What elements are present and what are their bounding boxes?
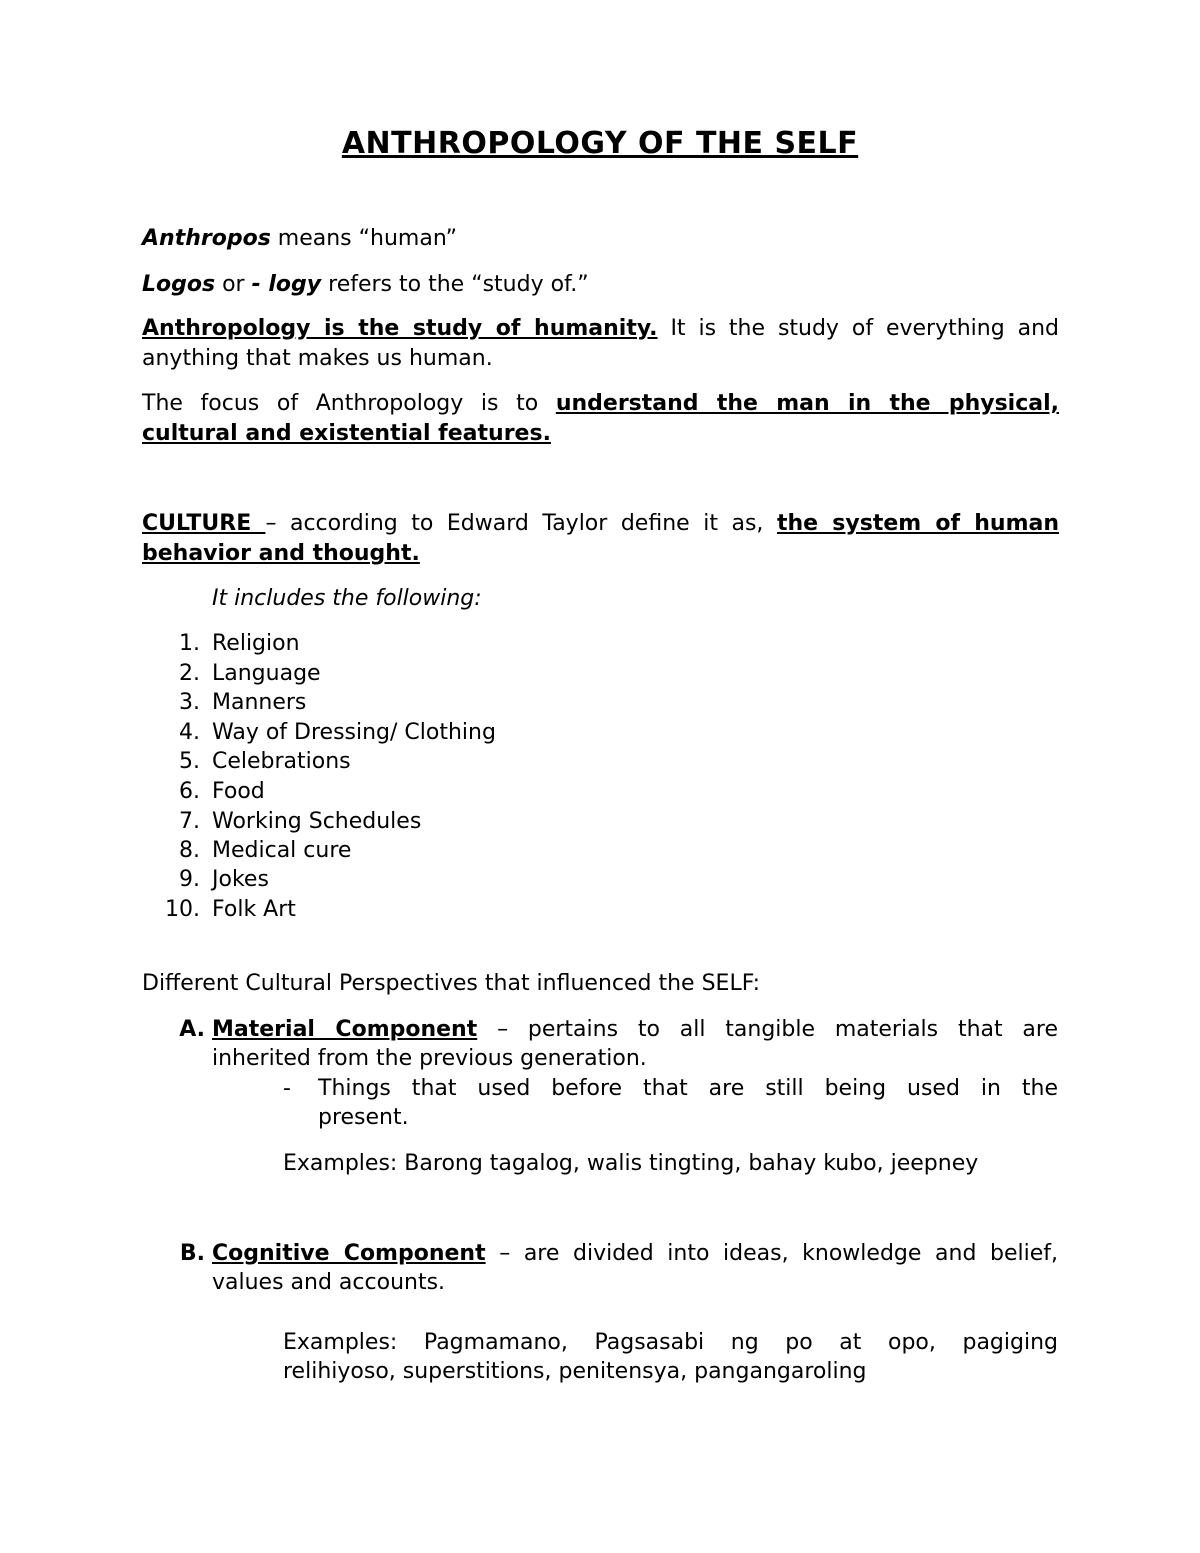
cognitive-definition-2: values and accounts. [212,1270,446,1295]
list-item: Folk Art [212,897,296,922]
list-item: Jokes [212,867,269,892]
list-number: 4. [179,720,200,745]
bullet-dash: - [283,1076,291,1101]
logos-definition [142,270,589,300]
focus-prefix: The focus of Anthropology is to [142,391,539,416]
section-a-letter: A. [179,1017,205,1042]
logy-term: - logy [251,272,322,297]
focus-bold-2: cultural and existential features. [142,421,551,446]
list-number: 1. [179,631,200,656]
material-definition-1: – pertains to all tangible materials that are [497,1017,1059,1042]
culture-definition-bold-1: the system of human [776,511,1060,536]
list-item: Celebrations [212,749,351,774]
cognitive-definition-1: – are divided into ideas, knowledge and belief, [499,1241,1059,1266]
material-component-term: Material Component [212,1017,478,1042]
culture-definition-line1 [142,509,1059,539]
list-item: Language [212,661,321,686]
list-item: Way of Dressing/ Clothing [212,720,496,745]
section-b-letter: B. [179,1241,205,1266]
logos-meaning: refers to the “study of.” [321,272,589,297]
list-number: 2. [179,661,200,686]
list-item: Working Schedules [212,809,422,834]
list-number: 7. [179,809,200,834]
focus-line1 [142,389,1059,419]
includes-label: It includes the following: [212,586,482,611]
list-number: 6. [179,779,200,804]
anthropos-term: Anthropos [142,226,271,251]
logos-or: or [215,272,252,297]
focus-bold-1: understand the man in the physical, [555,391,1060,416]
list-number: 5. [179,749,200,774]
list-item: Manners [212,690,307,715]
material-definition-line1 [212,1015,1058,1045]
cognitive-examples-1: Examples: Pagmamano, Pagsasabi ng po at opo, pagiging [283,1330,1058,1355]
list-item: Religion [212,631,300,656]
anthropos-definition [142,224,457,254]
list-number: 9. [179,867,200,892]
page-title: ANTHROPOLOGY OF THE SELF [341,126,859,161]
list-number: 3. [179,690,200,715]
anthropology-definition-line2: anything that makes us human. [142,346,493,371]
anthropos-meaning: means “human” [270,226,457,251]
cognitive-definition-line1 [212,1239,1058,1269]
list-item: Medical cure [212,838,352,863]
anthropology-definition-bold: Anthropology is the study of humanity. [142,316,658,341]
list-item: Food [212,779,265,804]
culture-definition-mid: – according to Edward Taylor define it as, [265,511,764,536]
anthropology-definition-rest: It is the study of everything and [657,316,1059,341]
culture-definition-bold-2: behavior and thought. [142,541,420,566]
perspectives-heading: Different Cultural Perspectives that influenced the SELF: [142,971,761,996]
material-examples: Examples: Barong tagalog, walis tingting, bahay kubo, jeepney [283,1151,979,1176]
cognitive-examples-2: relihiyoso, superstitions, penitensya, pangangaroling [283,1359,867,1384]
culture-term: CULTURE [142,511,266,536]
material-bullet-1: Things that used before that are still being used in the [318,1076,1058,1101]
material-definition-2: inherited from the previous generation. [212,1046,647,1071]
material-bullet-2: present. [318,1105,409,1130]
list-number: 8. [179,838,200,863]
cognitive-component-term: Cognitive Component [212,1241,486,1266]
anthropology-definition-line1 [142,314,1059,344]
list-number: 10. [165,897,200,922]
logos-term: Logos [142,272,216,297]
